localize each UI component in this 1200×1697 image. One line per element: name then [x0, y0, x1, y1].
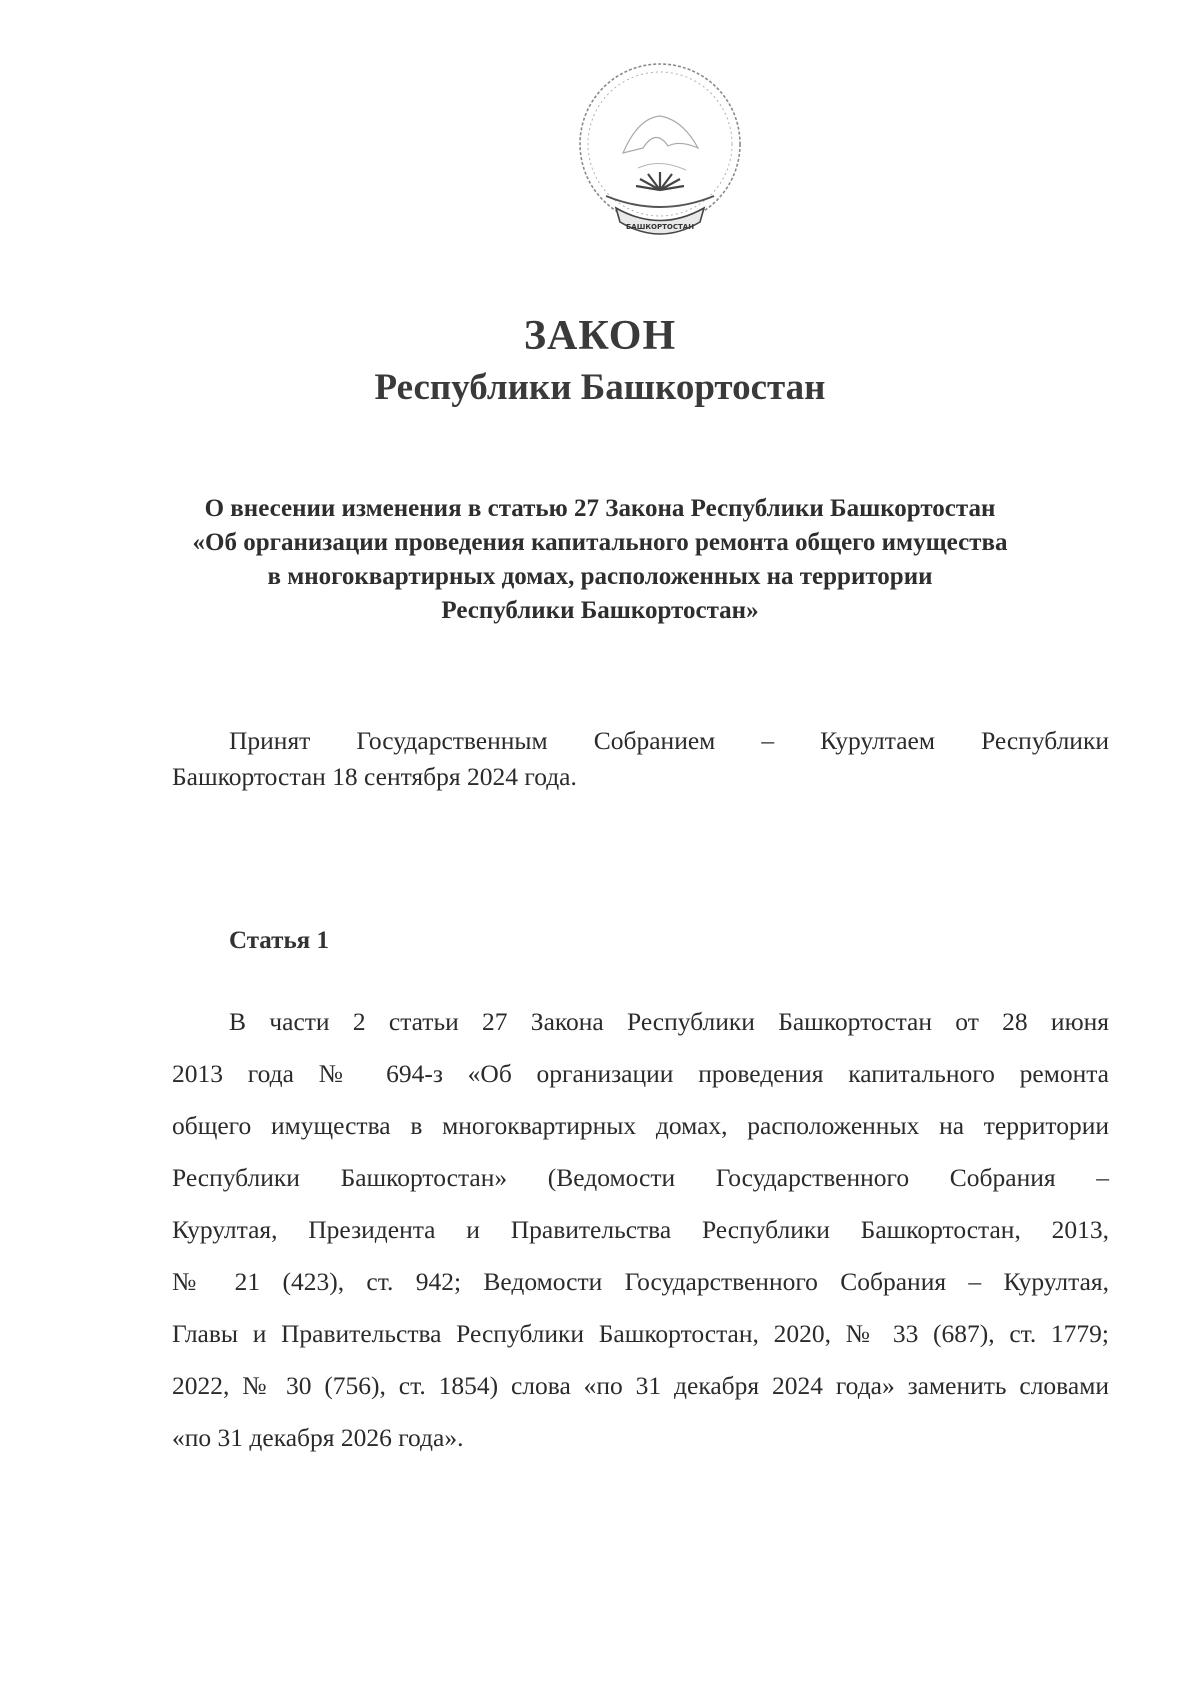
document-title: ЗАКОН — [523, 313, 677, 359]
republic-emblem-icon — [568, 58, 752, 256]
law-name-line: «Об организации проведения капитального ремонта общего имущества — [192, 529, 1008, 556]
emblem-ribbon-text: БАШКОРТОСТАН — [625, 223, 695, 231]
law-name-line: Республики Башкортостан» — [441, 597, 759, 624]
article-line: 2013 года № 694-з «Об организации проведения капитального ремонта — [172, 1059, 1109, 1088]
law-name-line: О внесении изменения в статью 27 Закона Республики Башкортостан — [204, 495, 996, 522]
article-line: В части 2 статьи 27 Закона Республики Башкортостан от 28 июня — [229, 1007, 1109, 1036]
article-line: 2022, № 30 (756), ст. 1854) слова «по 31 декабря 2024 года» заменить словами — [172, 1371, 1109, 1400]
article-heading: Статья 1 — [229, 927, 329, 954]
law-name-block — [150, 492, 1050, 628]
article-line: № 21 (423), ст. 942; Ведомости Государственного Собрания – Курултая, — [172, 1267, 1109, 1296]
article-line: Главы и Правительства Республики Башкортостан, 2020, № 33 (687), ст. 1779; — [172, 1319, 1109, 1348]
adoption-line: Принят Государственным Собранием – Курултаем Республики — [229, 726, 1109, 755]
document-subtitle: Республики Башкортостан — [374, 367, 826, 408]
adoption-statement — [172, 723, 1109, 795]
adoption-line: Башкортостан 18 сентября 2024 года. — [172, 762, 577, 791]
article-line: Курултая, Президента и Правительства Республики Башкортостан, 2013, — [172, 1215, 1109, 1244]
article-line: Республики Башкортостан» (Ведомости Государственного Собрания – — [172, 1163, 1109, 1192]
article-body — [172, 996, 1109, 1464]
article-line: «по 31 декабря 2026 года». — [172, 1423, 464, 1452]
article-line: общего имущества в многоквартирных домах, расположенных на территории — [172, 1111, 1109, 1140]
law-name-line: в многоквартирных домах, расположенных на территории — [267, 563, 933, 590]
